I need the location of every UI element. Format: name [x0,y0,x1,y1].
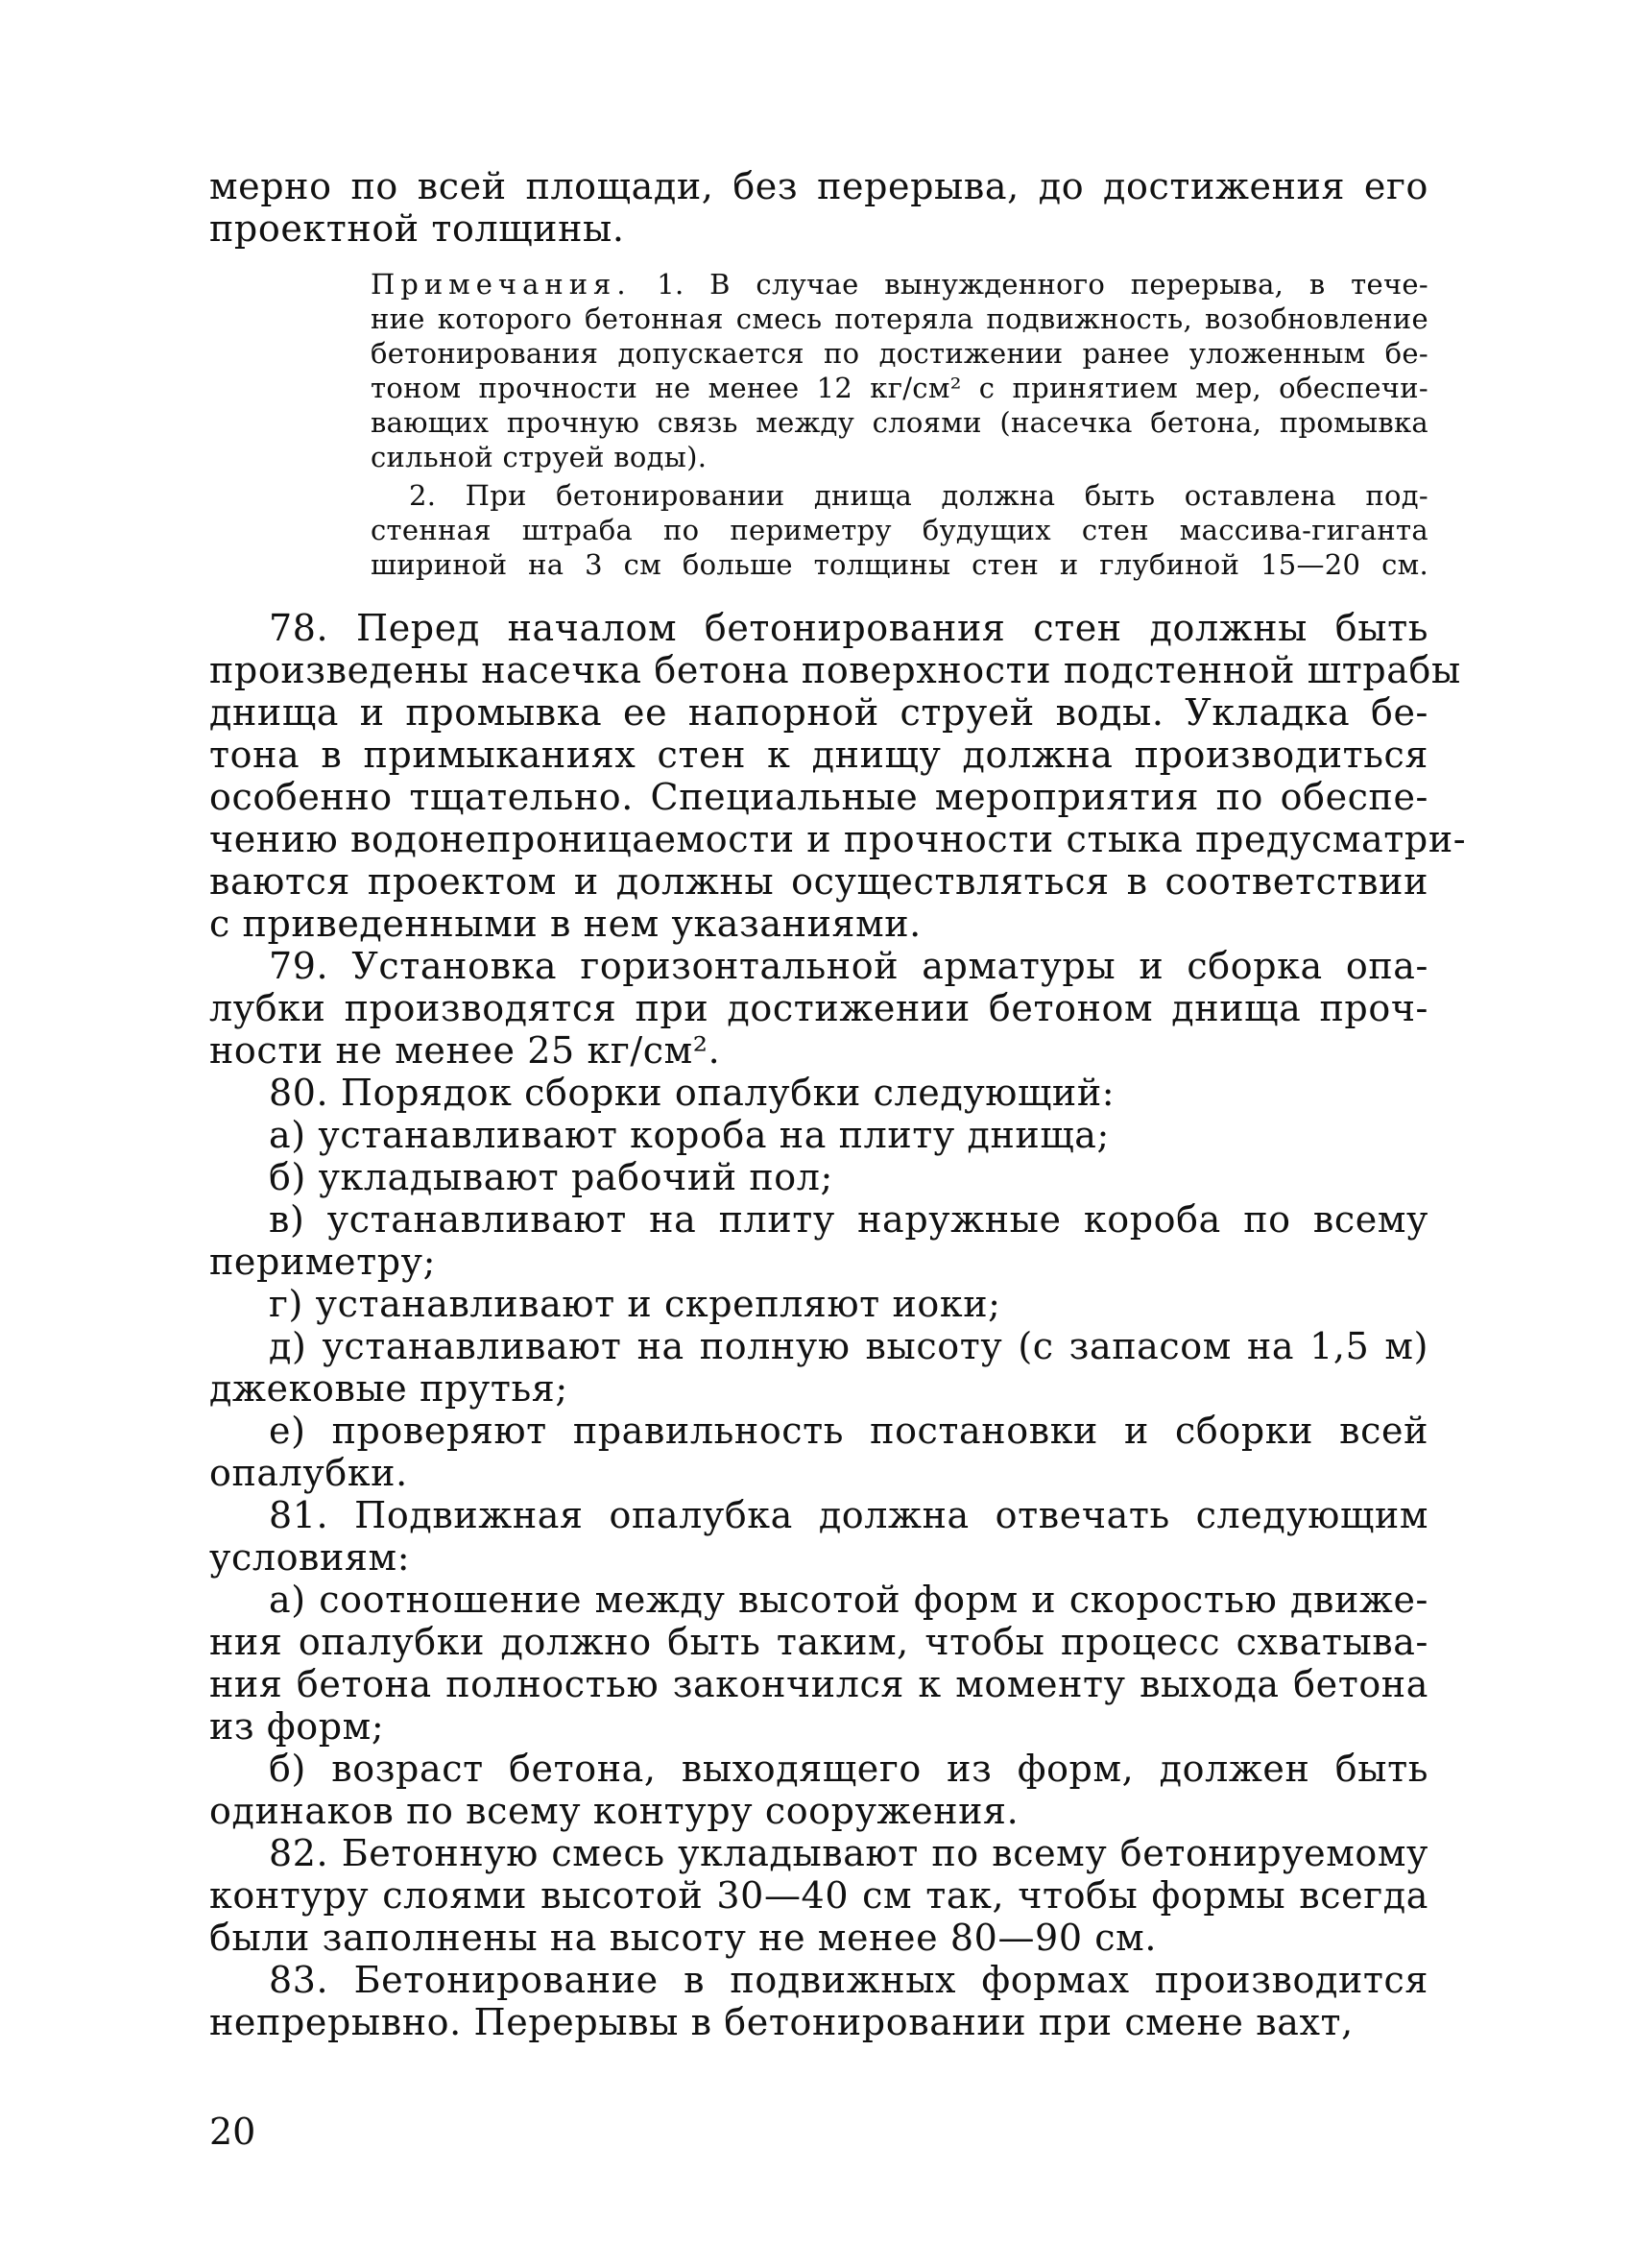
text-line: мерно по всей площади, без перерыва, до достижения его [209,165,1428,207]
text-line: были заполнены на высоту не менее 80—90 см. [209,1917,1158,1959]
text-line: б) укладывают рабочий пол; [269,1156,833,1198]
paragraph-p80d [209,1283,1428,1325]
paragraph-p82 [209,1832,1428,1959]
text-line: шириной на 3 см больше толщины стен и глубиной 15—20 см. [371,548,1428,581]
paragraph-p81 [209,1494,1428,1579]
paragraph-p81a [209,1579,1428,1748]
text-line: проектной толщины. [209,207,625,250]
text-line: особенно тщательно. Специальные мероприятия по обеспе- [209,776,1428,818]
paragraph-p80f [209,1410,1428,1494]
text-line: из форм; [209,1705,385,1748]
paragraph-p80c [209,1198,1428,1283]
text-line: контуру слоями высотой 30—40 см так, чтобы формы всегда [209,1874,1428,1917]
page-body [209,165,1467,2043]
text-line: условиям: [209,1536,411,1579]
paragraph-p80e [209,1325,1428,1410]
text-line: 80. Порядок сборки опалубки следующий: [269,1072,1116,1114]
text-line: а) соотношение между высотой форм и скоростью движе- [269,1579,1428,1621]
page-number: 20 [209,2111,256,2153]
text-line: ности не менее 25 кг/см². [209,1029,721,1072]
text-line: вающих прочную связь между слоями (насечка бетона, промывка [371,406,1428,439]
text-line: 1. В случае вынужденного перерыва, в тече- [657,268,1428,301]
text-line: опалубки. [209,1452,408,1494]
text-line: тоном прочности не менее 12 кг/см² с принятием мер, обеспечи- [371,372,1428,404]
text-line: е) проверяют правильность постановки и сборки всей [269,1410,1428,1452]
text-line: 79. Установка горизонтальной арматуры и сборка опа- [269,945,1428,987]
paragraph-p78 [209,607,1467,945]
text-line: произведены насечка бетона поверхности подстенной штрабы [209,649,1461,691]
text-line: 81. Подвижная опалубка должна отвечать следующим [269,1494,1428,1536]
paragraph-p81b [209,1748,1428,1832]
text-line: сильной струей воды). [371,441,708,473]
note-2 [371,478,1428,582]
text-line: 78. Перед началом бетонирования стен должны быть [269,607,1428,649]
text-line: д) устанавливают на полную высоту (с запасом на 1,5 м) [269,1325,1428,1367]
text-line: лубки производятся при достижении бетоном днища проч- [209,987,1428,1029]
text-line: непрерывно. Перерывы в бетонировании при смене вахт, [209,2001,1354,2043]
notes-section [209,267,1428,582]
text-line: 82. Бетонную смесь укладывают по всему бетонируемому [269,1832,1428,1874]
paragraph-p80a [209,1114,1428,1156]
note-first-line [371,267,1428,302]
paragraph-p79 [209,945,1428,1072]
text-line: тона в примыканиях стен к днищу должна производиться [209,734,1428,776]
text-line: ния бетона полностью закончился к моменту выхода бетона [209,1663,1428,1705]
note-1 [371,267,1428,474]
intro-paragraph [209,165,1428,250]
text-line: 83. Бетонирование в подвижных формах производится [269,1959,1428,2001]
main-text [209,607,1467,2043]
text-line: чению водонепроницаемости и прочности стыка предусматри- [209,818,1467,860]
text-line: джековые прутья; [209,1367,568,1410]
text-line: б) возраст бетона, выходящего из форм, должен быть [269,1748,1428,1790]
text-line: г) устанавливают и скрепляют иоки; [269,1283,1001,1325]
text-line: ния опалубки должно быть таким, чтобы процесс схватыва- [209,1621,1428,1663]
text-line: бетонирования допускается по достижении ранее уложенным бе- [371,337,1428,370]
text-line: ние которого бетонная смесь потеряла подвижность, возобновление [371,302,1428,335]
text-line: в) устанавливают на плиту наружные короба по всему [269,1198,1428,1241]
paragraph-p80b [209,1156,1428,1198]
text-line: стенная штраба по периметру будущих стен массива-гиганта [371,514,1428,546]
text-line: днища и промывка ее напорной струей воды. Укладка бе- [209,691,1428,734]
text-line: одинаков по всему контуру сооружения. [209,1790,1020,1832]
text-line: с приведенными в нем указаниями. [209,903,922,945]
notes-heading: Примечания. [371,268,632,301]
paragraph-p83 [209,1959,1428,2043]
text-line: ваются проектом и должны осуществляться в соответствии [209,860,1428,903]
text-line: 2. При бетонировании днища должна быть оставлена под- [409,479,1428,512]
text-line: периметру; [209,1241,437,1283]
paragraph-p80 [209,1072,1428,1114]
text-line: а) устанавливают короба на плиту днища; [269,1114,1110,1156]
